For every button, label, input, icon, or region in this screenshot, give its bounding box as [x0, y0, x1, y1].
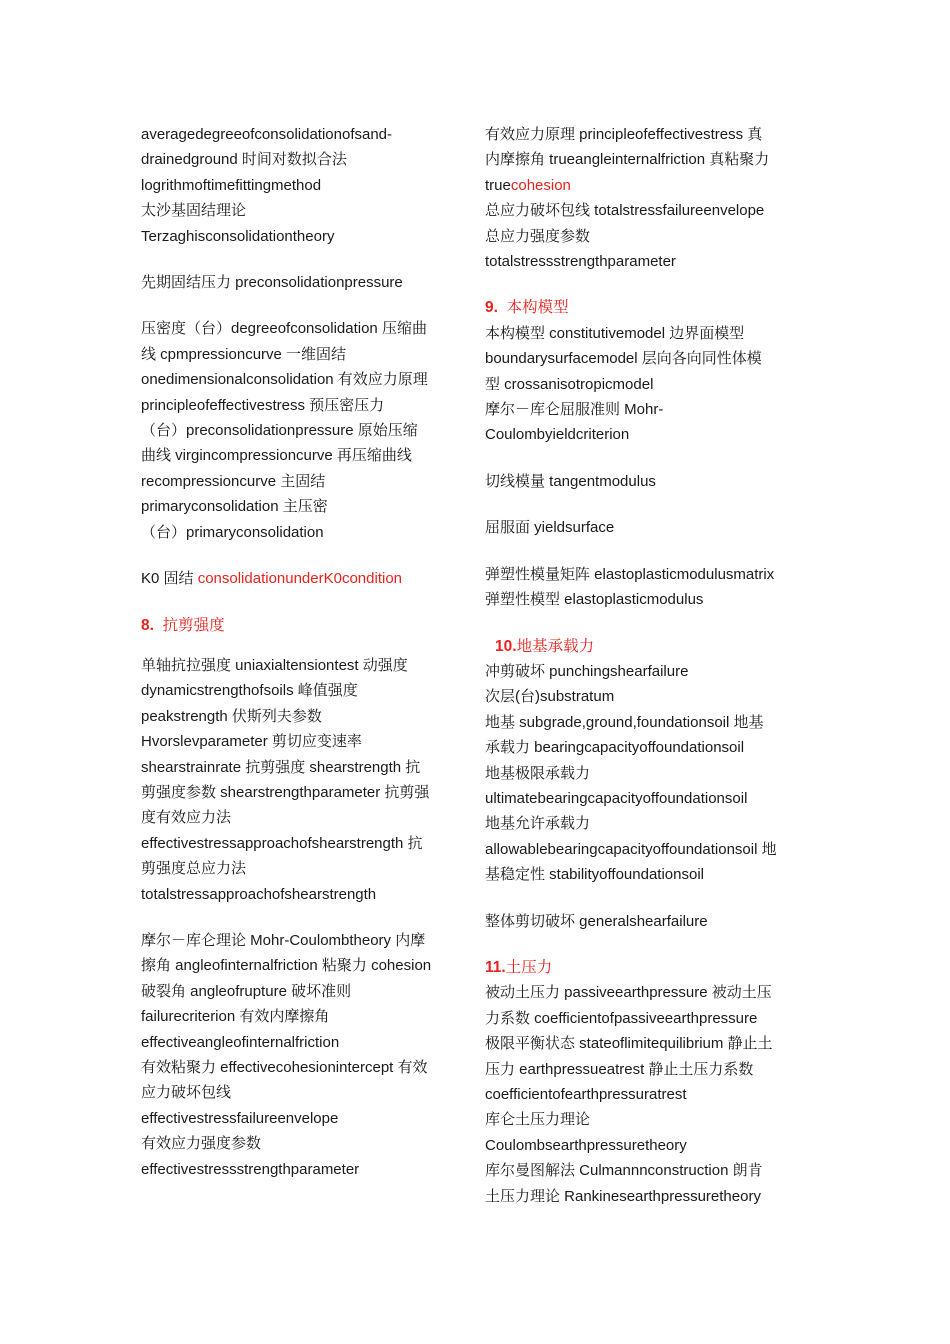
text-line: allowablebearingcapacityoffoundationsoil 地	[485, 840, 777, 858]
section-heading-11	[485, 955, 803, 980]
text-line: 有效应力强度参数	[141, 1135, 262, 1153]
text-line: 剪强度参数 shearstrengthparameter 抗剪强	[141, 783, 430, 801]
text-line: 压密度（台）degreeofconsolidation 压缩曲	[141, 320, 427, 338]
section-title: 本构模型	[506, 299, 569, 317]
paragraph-shear-strength	[141, 653, 459, 907]
text-line	[485, 173, 803, 198]
text-line: 承载力 bearingcapacityoffoundationsoil	[485, 739, 745, 757]
paragraph-general-shear	[485, 909, 803, 934]
text-line: Terzaghisconsolidationtheory	[141, 227, 335, 245]
text-line: 地基允许承载力	[485, 815, 591, 833]
text-line: （台）primaryconsolidation	[141, 523, 324, 541]
text-line: logrithmoftimefittingmethod	[141, 176, 322, 194]
true-prefix: true	[485, 176, 511, 194]
text-line: Coulombyieldcriterion	[485, 426, 630, 444]
section-number: 11.	[485, 958, 506, 976]
paragraph-compression-terms	[141, 316, 459, 545]
text-line	[141, 566, 459, 591]
text-line: （台）preconsolidationpressure 原始压缩	[141, 422, 418, 440]
text-line: 屈服面 yieldsurface	[485, 519, 615, 537]
text-line: coefficientofearthpressuratrest	[485, 1086, 687, 1103]
right-column	[485, 122, 803, 1209]
section-heading-8	[141, 613, 459, 638]
text-line: totalstressstrengthparameter	[485, 253, 676, 271]
text-line: 地基 subgrade,ground,foundationsoil 地基	[485, 713, 764, 731]
paragraph-mohr-coulomb	[141, 928, 459, 1182]
text-line: 度有效应力法	[141, 809, 232, 827]
text-line: 摩尔－库仑屈服准则 Mohr-	[485, 401, 664, 419]
text-line: 极限平衡状态 stateoflimitequilibrium 静止土	[485, 1035, 773, 1053]
text-line: 线 cpmpressioncurve 一维固结	[141, 345, 347, 363]
paragraph-preconsolidation	[141, 270, 459, 295]
paragraph-tangent-modulus	[485, 469, 803, 494]
text-line: peakstrength 伏斯列夫参数	[141, 707, 322, 725]
section-title: 地基承载力	[516, 637, 595, 655]
text-line: ultimatebearingcapacityoffoundationsoil	[485, 789, 748, 807]
text-line: 应力破坏包线	[141, 1084, 232, 1102]
text-line: boundarysurfacemodel 层向各向同性体模	[485, 350, 762, 368]
text-line: 切线模量 tangentmodulus	[485, 472, 656, 490]
text-line: drainedground 时间对数拟合法	[141, 151, 347, 169]
k0-term-highlight: consolidationunderK0condition	[197, 570, 403, 588]
text-line: 型 crossanisotropicmodel	[485, 375, 654, 393]
text-line: 力系数 coefficientofpassiveearthpressure	[485, 1009, 758, 1027]
k0-label: K0 固结	[141, 570, 198, 588]
text-line: 库仑土压力理论	[485, 1111, 591, 1129]
text-line: 弹塑性模型 elastoplasticmodulus	[485, 591, 704, 609]
text-line: 破裂角 angleofrupture 破坏准则	[141, 982, 352, 1000]
paragraph-consolidation-intro	[141, 122, 459, 249]
text-line: onedimensionalconsolidation 有效应力原理	[141, 371, 428, 389]
text-line: effectivestressstrengthparameter	[141, 1160, 360, 1178]
text-line: totalstressapproachofshearstrength	[141, 885, 377, 903]
text-line: dynamicstrengthofsoils 峰值强度	[141, 682, 358, 700]
text-line: 擦角 angleofinternalfriction 粘聚力 cohesion	[141, 957, 432, 975]
text-line: 内摩擦角 trueangleinternalfriction 真粘聚力	[485, 151, 770, 169]
text-line: 总应力强度参数	[485, 227, 591, 245]
text-line: failurecriterion 有效内摩擦角	[141, 1008, 330, 1026]
text-line: 曲线 virgincompressioncurve 再压缩曲线	[141, 447, 412, 465]
text-line: 冲剪破坏 punchingshearfailure	[485, 662, 689, 680]
text-line: 摩尔－库仑理论 Mohr-Coulombtheory 内摩	[141, 931, 426, 949]
paragraph-constitutive-model	[485, 321, 803, 448]
text-line: 太沙基固结理论	[141, 202, 247, 220]
paragraph-earth-pressure	[485, 980, 803, 1209]
text-line: 先期固结压力 preconsolidationpressure	[141, 274, 403, 292]
section-title: 土压力	[505, 958, 553, 976]
section-number: 9.	[485, 299, 498, 317]
section-heading-9	[485, 295, 803, 320]
section-title: 抗剪强度	[162, 616, 225, 634]
text-line: Hvorslevparameter 剪切应变速率	[141, 733, 362, 751]
section-heading-10	[485, 634, 803, 659]
text-line: principleofeffectivestress 预压密压力	[141, 396, 385, 414]
text-line: averagedegreeofconsolidationofsand-	[141, 126, 393, 143]
text-line: 压力 earthpressueatrest 静止土压力系数	[485, 1060, 754, 1078]
text-line: 基稳定性 stabilityoffoundationsoil	[485, 866, 704, 884]
text-line: 土压力理论 Rankinesearthpressuretheory	[485, 1187, 761, 1205]
paragraph-k0-consolidation	[141, 566, 459, 591]
paragraph-bearing-capacity	[485, 659, 803, 888]
text-line: 有效粘聚力 effectivecohesionintercept 有效	[141, 1059, 428, 1076]
text-line: 库尔曼图解法 Culmannnconstruction 朗肯	[485, 1162, 763, 1180]
paragraph-effective-stress	[485, 122, 803, 274]
text-line: effectiveangleofinternalfriction	[141, 1033, 340, 1051]
text-line: 本构模型 constitutivemodel 边界面模型	[485, 324, 745, 342]
cohesion-highlight: cohesion	[510, 176, 571, 194]
text-line: effectivestressfailureenvelope	[141, 1109, 339, 1127]
paragraph-elastoplastic	[485, 562, 803, 613]
text-line: 次层(台)substratum	[485, 688, 615, 706]
left-column	[141, 122, 459, 1182]
text-line: 弹塑性模量矩阵 elastoplasticmodulusmatrix	[485, 565, 775, 583]
text-line: 单轴抗拉强度 uniaxialtensiontest 动强度	[141, 656, 408, 674]
section-number: 10.	[495, 637, 517, 655]
text-line: 总应力破坏包线 totalstressfailureenvelope	[485, 202, 765, 220]
text-line: 有效应力原理 principleofeffectivestress 真	[485, 126, 763, 143]
text-line: 整体剪切破坏 generalshearfailure	[485, 912, 708, 930]
text-line: 剪强度总应力法	[141, 860, 247, 878]
section-number: 8.	[141, 616, 154, 634]
text-line: recompressioncurve 主固结	[141, 472, 326, 490]
text-line: effectivestressapproachofshearstrength 抗	[141, 834, 423, 852]
text-line: shearstrainrate 抗剪强度 shearstrength 抗	[141, 758, 421, 776]
text-line: primaryconsolidation 主压密	[141, 498, 328, 516]
paragraph-yield-surface	[485, 515, 803, 540]
text-line: Coulombsearthpressuretheory	[485, 1136, 687, 1154]
text-line: 被动土压力 passiveearthpressure 被动土压	[485, 984, 772, 1002]
text-line: 地基极限承载力	[485, 764, 591, 782]
